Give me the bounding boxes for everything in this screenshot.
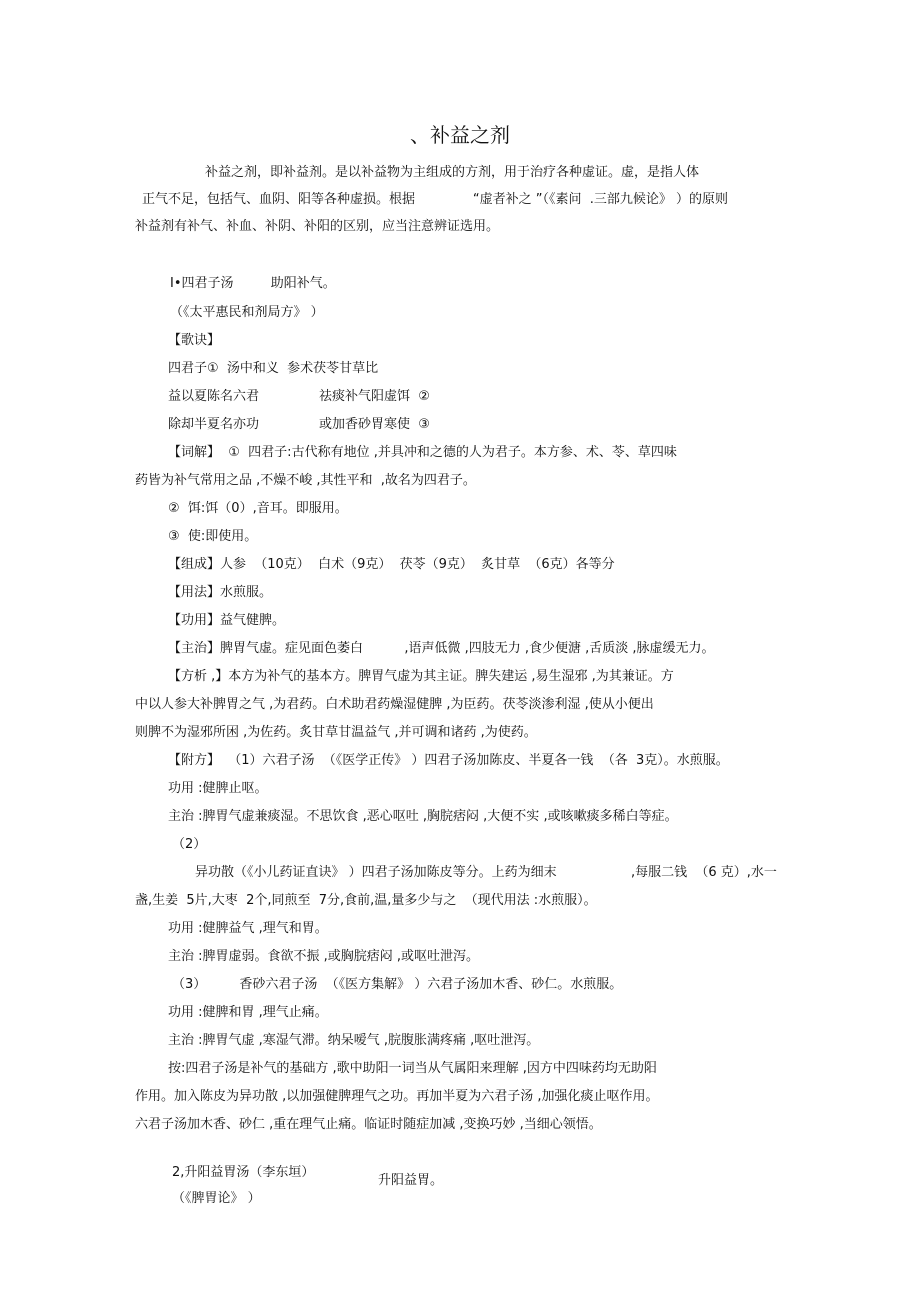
gejue-line-3a: 除却半夏名亦功 [168, 417, 260, 432]
fufang3-line-3: 主治 :脾胃气虚 ,寒湿气滞。纳呆嗳气 ,脘腹胀满疼痛 ,呕吐泄泻。 [168, 1033, 540, 1048]
gejue-line-2a: 益以夏陈名六君 [168, 389, 260, 404]
fufang1-line-1: 【附方】 （1）六君子汤 （《医学正传》 ）四君子汤加陈皮、半夏各一钱 （各 3克）。水煎服。 [168, 753, 729, 768]
intro-line-3: 补益剂有补气、补血、补阴、补阳的区别，应当注意辨证选用。 [135, 219, 500, 234]
section-2-source: （《脾胃论》 ） [172, 1191, 261, 1206]
fangxi-line-3: 则脾不为湿邪所困 ,为佐药。炙甘草甘温益气 ,并可调和诸药 ,为使药。 [135, 725, 537, 740]
page-title: 、补益之剂 [410, 123, 510, 147]
fufang2-line-1a: 异功散（《小儿药证直诀》 ）四君子汤加陈皮等分。上药为细末 [195, 865, 557, 880]
fufang1-line-3: 主治 :脾胃气虚兼痰湿。不思饮食 ,恶心呕吐 ,胸脘痞闷 ,大便不实 ,或咳嗽痰多稀白等症。 [168, 809, 678, 824]
fufang2-line-1b: ,每服二钱 （6 克）,水一 [631, 865, 777, 880]
cijie-line-3: ② 饵:饵（0）,音耳。即服用。 [168, 501, 348, 516]
section-2-effect: 升阳益胃。 [378, 1173, 444, 1188]
gejue-line-1: 四君子① 汤中和义 参术茯苓甘草比 [168, 361, 379, 376]
fangxi-line-1: 【方析 ,】本方为补气的基本方。脾胃气虚为其主证。脾失建运 ,易生湿邪 ,为其兼证。方 [168, 669, 674, 684]
intro-line-1: 补益之剂，即补益剂。是以补益物为主组成的方剂，用于治疗各种虚证。虚，是指人体 [205, 165, 700, 180]
zucheng-line: 【组成】人参 （10克） 白术（9克） 茯苓（9克） 炙甘草 （6克）各等分 [168, 557, 615, 572]
an-line-1: 按:四君子汤是补气的基础方 ,歌中助阳一词当从气属阳来理解 ,因方中四味药均无助阳 [168, 1061, 657, 1076]
cijie-line-4: ③ 使:即使用。 [168, 529, 258, 544]
an-line-3: 六君子汤加木香、砂仁 ,重在理气止痛。临证时随症加减 ,变换巧妙 ,当细心领悟。 [135, 1117, 602, 1132]
zhuzhi-line: 【主治】脾胃气虚。症见面色萎白 ,语声低微 ,四肢无力 ,食少便溏 ,舌质淡 ,脉虚缓无力。 [168, 641, 715, 656]
section-1-heading: I•四君子汤 助阳补气。 [170, 276, 336, 291]
fufang2-line-2: 盏,生姜 5片,大枣 2个,同煎至 7分,食前,温,量多少与之 （现代用法 :水煎服）。 [135, 893, 597, 908]
gejue-line-3b: 或加香砂胃寒使 ③ [319, 417, 430, 432]
yongfa-line: 【用法】水煎服。 [168, 585, 273, 600]
gongyong-line: 【功用】益气健脾。 [168, 613, 286, 628]
an-line-2: 作用。加入陈皮为异功散 ,以加强健脾理气之功。再加半夏为六君子汤 ,加强化痰止呕作用。 [135, 1089, 659, 1104]
fangxi-line-2: 中以人参大补脾胃之气 ,为君药。白术助君药燥湿健脾 ,为臣药。茯苓淡渗利湿 ,使从小便出 [135, 697, 654, 712]
cijie-line-1: 【词解】 ① 四君子:古代称有地位 ,并具冲和之德的人为君子。本方参、术、苓、草四味 [168, 445, 677, 460]
fufang3-line-2: 功用 :健脾和胃 ,理气止痛。 [168, 1005, 328, 1020]
section-2-heading: 2,升阳益胃汤（李东垣） [172, 1165, 315, 1180]
fufang2-line-3: 功用 :健脾益气 ,理气和胃。 [168, 921, 328, 936]
section-1-source: （《太平惠民和剂局方》 ） [170, 305, 324, 320]
intro-line-2: 正气不足，包括气、血阴、阳等各种虚损。根据 “虚者补之 ”（《素问 .三部九候论》 ）的原则 [142, 192, 728, 207]
fufang2-number: （2） [172, 837, 207, 852]
gejue-line-2b: 祛痰补气阳虚饵 ② [319, 389, 430, 404]
fufang1-line-2: 功用 :健脾止呕。 [168, 781, 268, 796]
fufang2-line-4: 主治 :脾胃虚弱。食欲不振 ,或胸脘痞闷 ,或呕吐泄泻。 [168, 949, 480, 964]
cijie-line-2: 药皆为补气常用之品 ,不燥不峻 ,其性平和 ,故名为四君子。 [135, 473, 476, 488]
fufang3-line-1: （3） 香砂六君子汤 （《医方集解》 ）六君子汤加木香、砂仁。水煎服。 [172, 977, 623, 992]
gejue-label: 【歌诀】 [168, 333, 221, 348]
